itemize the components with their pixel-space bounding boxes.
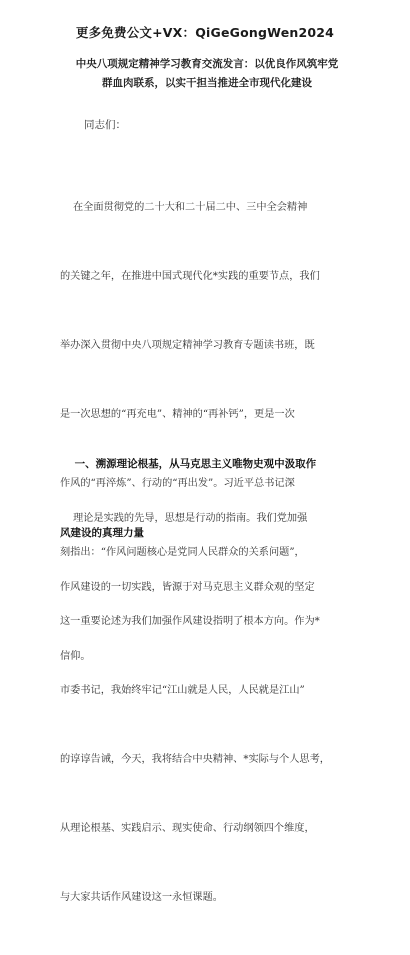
paragraph-line: 信仰。	[60, 651, 91, 662]
paragraph-line: 举办深入贯彻中央八项规定精神学习教育专题读书班，既	[60, 340, 315, 351]
paragraph-line: 理论是实践的先导，思想是行动的指南。我们党加强	[60, 513, 308, 524]
heading-line: 一、溯源理论根基，从马克思主义唯物史观中汲取作	[60, 458, 317, 470]
paragraph-line: 的谆谆告诫，今天，我将结合中央精神、*实际与个人思考，	[60, 754, 330, 765]
paragraph-line: 这一重要论述为我们加强作风建设指明了根本方向。作为*	[60, 616, 320, 627]
paragraph-line: 是一次思想的“再充电”、精神的“再补钙”，更是一次	[60, 409, 295, 420]
paragraph-line: 与大家共话作风建设这一永恒课题。	[60, 892, 223, 903]
paragraph-line: 在全面贯彻党的二十大和二十届二中、三中全会精神	[60, 202, 308, 213]
promo-banner: 更多免费公文+VX：QiGeGongWen2024	[75, 25, 335, 40]
paragraph-line: 作风建设的一切实践，皆源于对马克思主义群众观的坚定	[60, 582, 315, 593]
title-line: 群血肉联系，以实干担当推进全市现代化建设	[102, 77, 312, 89]
heading-line: 风建设的真理力量	[60, 527, 144, 539]
paragraph-line: 作风的“再淬炼”、行动的“再出发”。习近平总书记深	[60, 478, 295, 489]
title-line: 中央八项规定精神学习教育交流发言：以优良作风筑牢党	[75, 58, 339, 70]
section-paragraph	[60, 461, 356, 714]
paragraph-line: 刻指出：“作风问题核心是党同人民群众的关系问题”，	[60, 547, 305, 558]
salutation: 同志们：	[84, 119, 126, 131]
document-title	[62, 55, 352, 93]
paragraph-line: 的关键之年，在推进中国式现代化*实践的重要节点，我们	[60, 271, 320, 282]
paragraph-line: 从理论根基、实践启示、现实使命、行动纲领四个维度，	[60, 823, 315, 834]
paragraph-line: 市委书记，我始终牢记“江山就是人民，人民就是江山”	[60, 685, 305, 696]
